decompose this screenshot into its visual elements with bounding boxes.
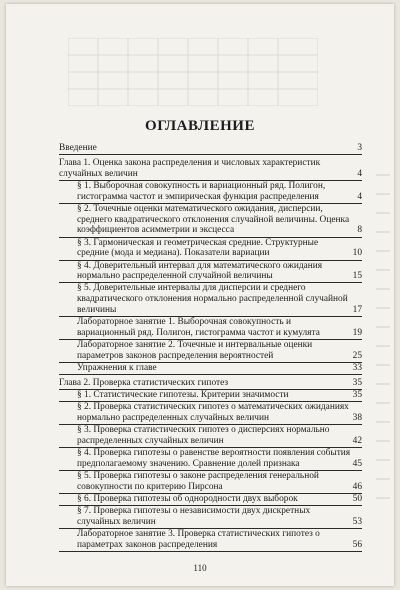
toc-entry <box>59 317 362 340</box>
toc-entry <box>59 143 362 155</box>
toc-entry-title: § 4. Проверка гипотезы о равенстве вероятности появления события предполагаемому значению. Сравнение долей признака <box>59 448 351 471</box>
toc-entry-page: 8 <box>351 225 362 237</box>
bleed-through-table <box>68 38 318 106</box>
bleed-through-margin <box>376 174 390 504</box>
toc-entry-title: Лабораторное занятие 1. Выборочная совокупность и вариационный ряд. Полигон, гистограмма частот и кумулята <box>59 317 351 340</box>
toc-entry-page: 42 <box>351 436 362 448</box>
toc-entry-title: § 3. Гармоническая и геометрическая средние. Структурные средние (мода и медиана). Показатели вариации <box>59 238 351 261</box>
toc-entry-page: 15 <box>351 271 362 283</box>
toc-entry <box>59 261 362 284</box>
toc-title: ОГЛАВЛЕНИЕ <box>145 118 255 134</box>
toc-entry-title: § 2. Точечные оценки математического ожидания, дисперсии, среднего квадратического отклонения случайной величины. Оценка коэффициентов асимметрии и эксцесса <box>59 204 351 238</box>
toc-entry-page: 35 <box>351 390 362 402</box>
toc-entry-title: Лабораторное занятие 2. Точечные и интервальные оценки параметров законов распределения вероятностей <box>59 340 351 363</box>
toc-entry-page: 3 <box>351 143 362 155</box>
toc-entry-title: § 4. Доверительный интервал для математического ожидания нормально распределенной случайной величины <box>59 261 351 284</box>
toc-entry-page: 19 <box>351 328 362 340</box>
toc-entry <box>59 506 362 529</box>
toc-entry <box>59 204 362 238</box>
toc-entry-title: Упражнения к главе <box>59 363 351 375</box>
toc-entry-page: 25 <box>351 351 362 363</box>
toc-entry-page: 45 <box>351 459 362 471</box>
toc-entry-title: § 7. Проверка гипотезы о независимости двух дискретных случайных величин <box>59 506 351 529</box>
table-of-contents <box>59 143 362 552</box>
toc-entry-page: 50 <box>351 494 362 506</box>
page-number: 110 <box>193 563 207 573</box>
toc-entry-title: Глава 2. Проверка статистических гипотез <box>59 378 351 390</box>
toc-entry <box>59 390 362 402</box>
toc-entry <box>59 283 362 317</box>
toc-entry-title: § 5. Доверительные интервалы для дисперсии и среднего квадратического отклонения нормально распределенной случайной величины <box>59 283 351 317</box>
toc-entry-title: § 1. Выборочная совокупность и вариационный ряд. Полигон, гистограмма частот и эмпирическая функция распределения <box>59 181 351 204</box>
toc-entry-page: 4 <box>351 192 362 204</box>
toc-entry-title: § 5. Проверка гипотезы о законе распределения генеральной совокупности по критерию Пирсона <box>59 471 351 494</box>
toc-entry <box>59 529 362 552</box>
toc-entry-page: 17 <box>351 305 362 317</box>
toc-entry <box>59 238 362 261</box>
toc-entry-page: 10 <box>351 248 362 260</box>
toc-entry-title: Лабораторное занятие 3. Проверка статистических гипотез о параметрах законов распределения <box>59 529 351 552</box>
toc-entry <box>59 181 362 204</box>
toc-entry-title: Введение <box>59 143 351 155</box>
book-page <box>6 4 394 586</box>
toc-entry-title: Глава 1. Оценка закона распределения и числовых характеристик случайных величин <box>59 158 351 181</box>
toc-entry <box>59 158 362 181</box>
toc-entry-page: 33 <box>351 363 362 375</box>
toc-entry <box>59 425 362 448</box>
toc-entry <box>59 363 362 375</box>
toc-entry-page: 46 <box>351 482 362 494</box>
toc-entry <box>59 340 362 363</box>
toc-entry <box>59 471 362 494</box>
toc-entry <box>59 448 362 471</box>
toc-entry-page: 56 <box>351 540 362 552</box>
toc-entry-title: § 3. Проверка статистических гипотез о дисперсиях нормально распределенных случайных величин <box>59 425 351 448</box>
toc-entry-title: § 1. Статистические гипотезы. Критерии значимости <box>59 390 351 402</box>
toc-entry-title: § 2. Проверка статистических гипотез о математических ожиданиях нормально распределенных случайных величин <box>59 402 351 425</box>
toc-entry-page: 35 <box>351 378 362 390</box>
toc-entry <box>59 402 362 425</box>
toc-entry-title: § 6. Проверка гипотезы об однородности двух выборок <box>59 494 351 506</box>
toc-entry-page: 38 <box>351 413 362 425</box>
toc-entry <box>59 378 362 390</box>
toc-entry-page: 53 <box>351 517 362 529</box>
toc-entry <box>59 494 362 506</box>
toc-entry-page: 4 <box>351 169 362 181</box>
